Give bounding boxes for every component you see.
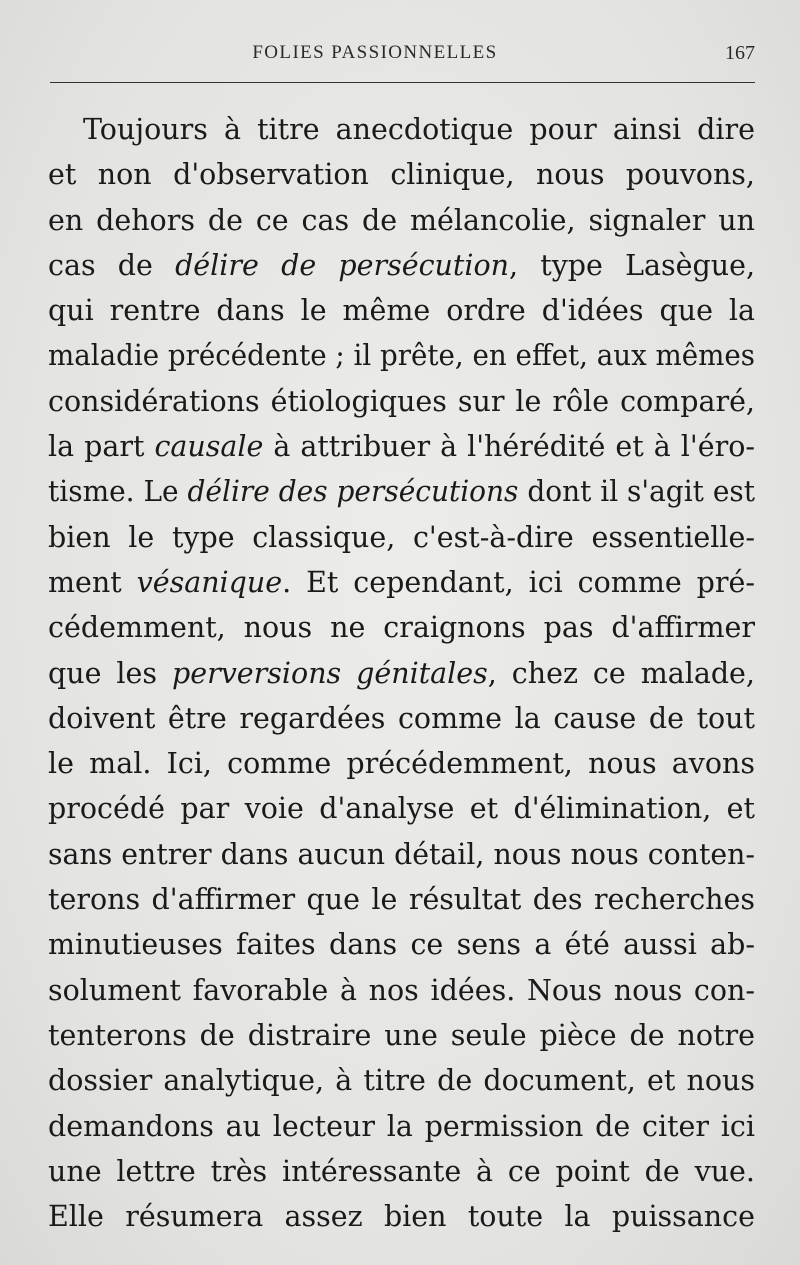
text-line — [48, 107, 755, 152]
text-line — [48, 424, 755, 469]
text-line — [48, 515, 755, 560]
text-line — [48, 651, 755, 696]
text-run: , chez ce malade, — [487, 656, 755, 690]
text-run: minutieuses faites dans ce sens a été aussi ab- — [48, 928, 755, 962]
text-line — [48, 469, 755, 514]
text-run: considérations étiologiques sur le rôle comparé, — [48, 384, 755, 418]
text-line — [48, 333, 755, 378]
text-run: cédemment, nous ne craignons pas d'affirmer — [48, 611, 755, 645]
text-line — [48, 605, 755, 650]
text-line — [48, 198, 755, 243]
italic-run: vésanique — [136, 565, 283, 599]
text-run: qui rentre dans le même ordre d'idées que la — [48, 294, 755, 328]
text-run: ment — [48, 565, 137, 599]
text-line — [48, 560, 755, 605]
text-line — [48, 1194, 755, 1239]
text-run: terons d'affirmer que le résultat des recherches — [48, 883, 755, 917]
header-rule — [50, 82, 755, 83]
text-run: solument favorable à nos idées. Nous nous con- — [48, 973, 755, 1007]
text-line — [48, 786, 755, 831]
text-run: Toujours à titre anecdotique pour ainsi dire — [83, 113, 755, 146]
text-run: procédé par voie d'analyse et d'élimination, et — [48, 792, 755, 826]
text-run: tisme. Le — [48, 475, 188, 509]
text-line — [48, 1104, 755, 1149]
text-run: Elle résumera assez bien toute la puissance — [48, 1200, 755, 1234]
text-line — [48, 288, 755, 333]
text-run: sans entrer dans aucun détail, nous nous conten- — [48, 837, 755, 871]
text-line — [48, 1149, 755, 1194]
text-run: la part — [48, 430, 155, 464]
text-line — [48, 1013, 755, 1058]
text-run: . Et cependant, ici comme pré- — [282, 565, 755, 599]
text-run: dossier analytique, à titre de document, et nous — [48, 1064, 755, 1098]
text-run: et non d'observation clinique, nous pouvons, — [48, 158, 755, 192]
italic-run: perversions génitales — [171, 656, 488, 690]
text-run: une lettre très intéressante à ce point de vue. — [48, 1154, 755, 1188]
text-line — [48, 696, 755, 741]
text-run: en dehors de ce cas de mélancolie, signaler un — [48, 203, 755, 237]
text-line — [48, 1058, 755, 1103]
running-title: FOLIES PASSIONNELLES — [252, 42, 498, 63]
text-line — [48, 243, 755, 288]
body-text — [48, 107, 755, 1239]
text-line — [48, 922, 755, 967]
text-run: le mal. Ici, comme précédemment, nous avons — [48, 747, 755, 781]
text-line — [48, 877, 755, 922]
text-line — [48, 832, 755, 877]
text-run: maladie précédente ; il prête, en effet, aux mêmes — [48, 339, 755, 373]
text-run: à attribuer à l'hérédité et à l'éro- — [263, 430, 755, 464]
text-run: demandons au lecteur la permission de citer ici — [48, 1109, 755, 1143]
italic-run: délire des persécutions — [187, 475, 519, 509]
text-run: tenterons de distraire une seule pièce de notre — [48, 1018, 755, 1052]
text-line — [48, 968, 755, 1013]
text-run: bien le type classique, c'est-à-dire essentielle- — [48, 520, 755, 554]
text-run: cas de — [48, 248, 176, 282]
page-number: 167 — [725, 42, 755, 64]
italic-run: causale — [154, 430, 264, 464]
text-line — [48, 152, 755, 197]
text-run: doivent être regardées comme la cause de tout — [48, 701, 755, 735]
text-line — [48, 379, 755, 424]
italic-run: délire de persécution — [175, 248, 509, 282]
text-run: que les — [48, 656, 172, 690]
text-line — [48, 741, 755, 786]
text-run: , type Lasègue, — [509, 248, 756, 282]
running-head — [50, 38, 755, 68]
text-run: dont il s'agit est — [518, 475, 755, 509]
